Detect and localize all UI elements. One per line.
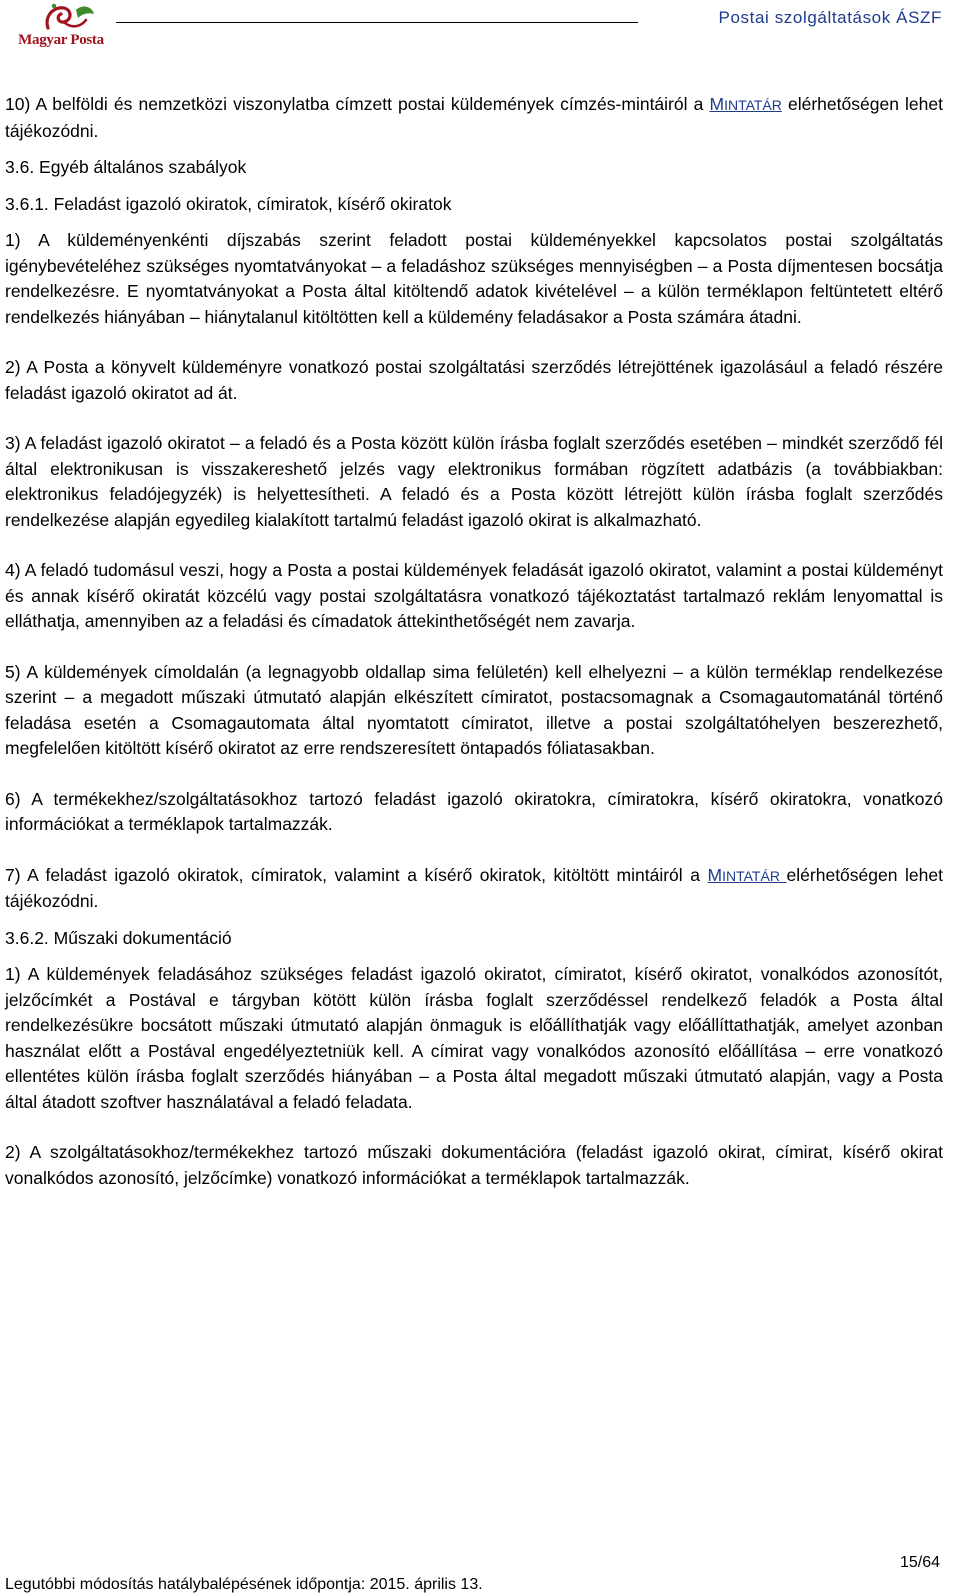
- paragraph-5: 5) A küldemények címoldalán (a legnagyobb oldallap sima felületén) kell elhelyezni – a külön terméklap rendelkezése szerint – a megadott műszaki útmutató alapján elkészített címiratot, postacsomagnak a Csomagautomatánál történő feladása esetén a Csomagautomata által nyomtatott címiratot, illetve a postai szolgáltatóhelyen beszerezhető, megfelelően kitöltött kísérő okiratot az erre rendszeresített öntapadós fóliatasakban.: [5, 661, 943, 758]
- page-number: 15/64: [899, 1554, 940, 1571]
- paragraph-intro: [5, 92, 943, 144]
- paragraph-7: [5, 863, 943, 915]
- mintatar-link[interactable]: [709, 94, 781, 114]
- paragraph-3: 3) A feladást igazoló okiratot – a feladó és a Posta között külön írásba foglalt szerződés esetében – mindkét szerződő fél által elektronikusan is visszakereshető jelzés vagy elektronikus formában rögzített adatbázis (a továbbiakban: elektronikus feladójegyzék) is helyettesítheti. A feladó és a Posta között létrejött külön írásba foglalt szerződés rendelkezése alapján egyedileg kialakított tartalmú feladást igazoló okirat is alkalmazható.: [5, 433, 943, 530]
- paragraph-1: 1) A küldeményenkénti díjszabás szerint feladott postai küldeményekkel kapcsolatos postai szolgáltatás igénybevételéhez szükséges nyomtatványokat – a feladáshoz szükséges mennyiségben – a Posta díjmentesen bocsátja rendelkezésre. E nyomtatványokat a Posta által kitöltendő adatok kivételével – a külön terméklapon feltüntetett eltérő rendelkezés hiányában – hiánytalanul kitöltötten kell a küldemény feladásakor a Posta számára átadni.: [5, 230, 943, 327]
- paragraph-4: 4) A feladó tudomásul veszi, hogy a Posta a postai küldemények feladását igazoló okiratot, valamint a postai küldeményt és annak kísérő okiratát közcélú vagy postai szolgáltatásra vonatkozó tájékoztatást tartalmazó reklám lenyomattal is elláthatja, amennyiben az a feladási és címadatok áttekinthetőségét nem zavarja.: [5, 560, 943, 631]
- section-heading-3-6: 3.6. Egyéb általános szabályok: [5, 157, 247, 177]
- section-heading-3-6-1: 3.6.1. Feladást igazoló okiratok, címiratok, kísérő okiratok: [5, 193, 452, 214]
- section-heading-3-6-2: 3.6.2. Műszaki dokumentáció: [5, 927, 232, 948]
- paragraph-8: 1) A küldemények feladásához szükséges feladást igazoló okiratot, címiratot, kísérő okiratot, vonalkódos azonosítót, jelzőcímkét a Postával e tárgyban kötött külön írásba foglalt szerződéssel rendelkező feladók a Posta által rendelkezésükre bocsátott műszaki útmutató alapján önmaguk is előállíthatják vagy előállíttathatják, amelyet azonban használat előtt a Postával engedélyeztetniük kell. A címirat vagy vonalkódos azonosító előállítása – erre vonatkozó ellentétes külön írásba foglalt szerződés hiányában – a Posta által megadott műszaki útmutató alapján, vagy a Posta által átadott szoftver használatával a feladó feladata.: [5, 964, 943, 1112]
- modification-date: Legutóbbi módosítás hatálybalépésének időpontja: 2015. április 13.: [5, 1576, 483, 1593]
- mintatar-link-rest: INTATÁR: [724, 97, 782, 113]
- document-body: [5, 92, 943, 1216]
- paragraph-7-text: 7) A feladást igazoló okiratok, címiratok, valamint a kísérő okiratok, kitöltött mintáiról a: [5, 864, 708, 885]
- magyar-posta-logo: [14, 2, 104, 56]
- paragraph-6: 6) A termékekhez/szolgáltatásokhoz tartozó feladást igazoló okiratokra, címiratokra, kísérő okiratokra, vonatkozó információkat a terméklapok tartalmazzák.: [5, 788, 943, 834]
- page-header: [0, 0, 960, 60]
- post-horn-icon: [14, 2, 104, 34]
- header-rule: [116, 22, 638, 23]
- paragraph-9: 2) A szolgáltatásokhoz/termékekhez tartozó műszaki dokumentációra (feladást igazoló okirat, címirat, kísérő okirat vonalkódos azonosító, jelzőcímke) vonatkozó információkat a terméklapok tartalmazzák.: [5, 1142, 943, 1188]
- logo-text: Magyar Posta: [18, 32, 104, 48]
- paragraph-2: 2) A Posta a könyvelt küldeményre vonatkozó postai szolgáltatási szerződés létrejöttének igazolásául a feladó részére feladást igazoló okiratot ad át.: [5, 357, 943, 403]
- mintatar-link-first: M: [709, 94, 725, 114]
- mintatar-link-2-rest: INTATÁR: [722, 867, 787, 884]
- paragraph-7-tail: elérhetőségen lehet tájékozódni.: [5, 864, 943, 911]
- paragraph-intro-text: 10) A belföldi és nemzetközi viszonylatba címzett postai küldemények címzés-mintáiról a: [5, 94, 710, 114]
- header-title: Postai szolgáltatások ÁSZF: [718, 8, 942, 27]
- mintatar-link-2-first: M: [707, 864, 723, 885]
- paragraph-intro-tail: elérhetőségen lehet tájékozódni.: [5, 94, 943, 141]
- mintatar-link-2[interactable]: [708, 865, 787, 885]
